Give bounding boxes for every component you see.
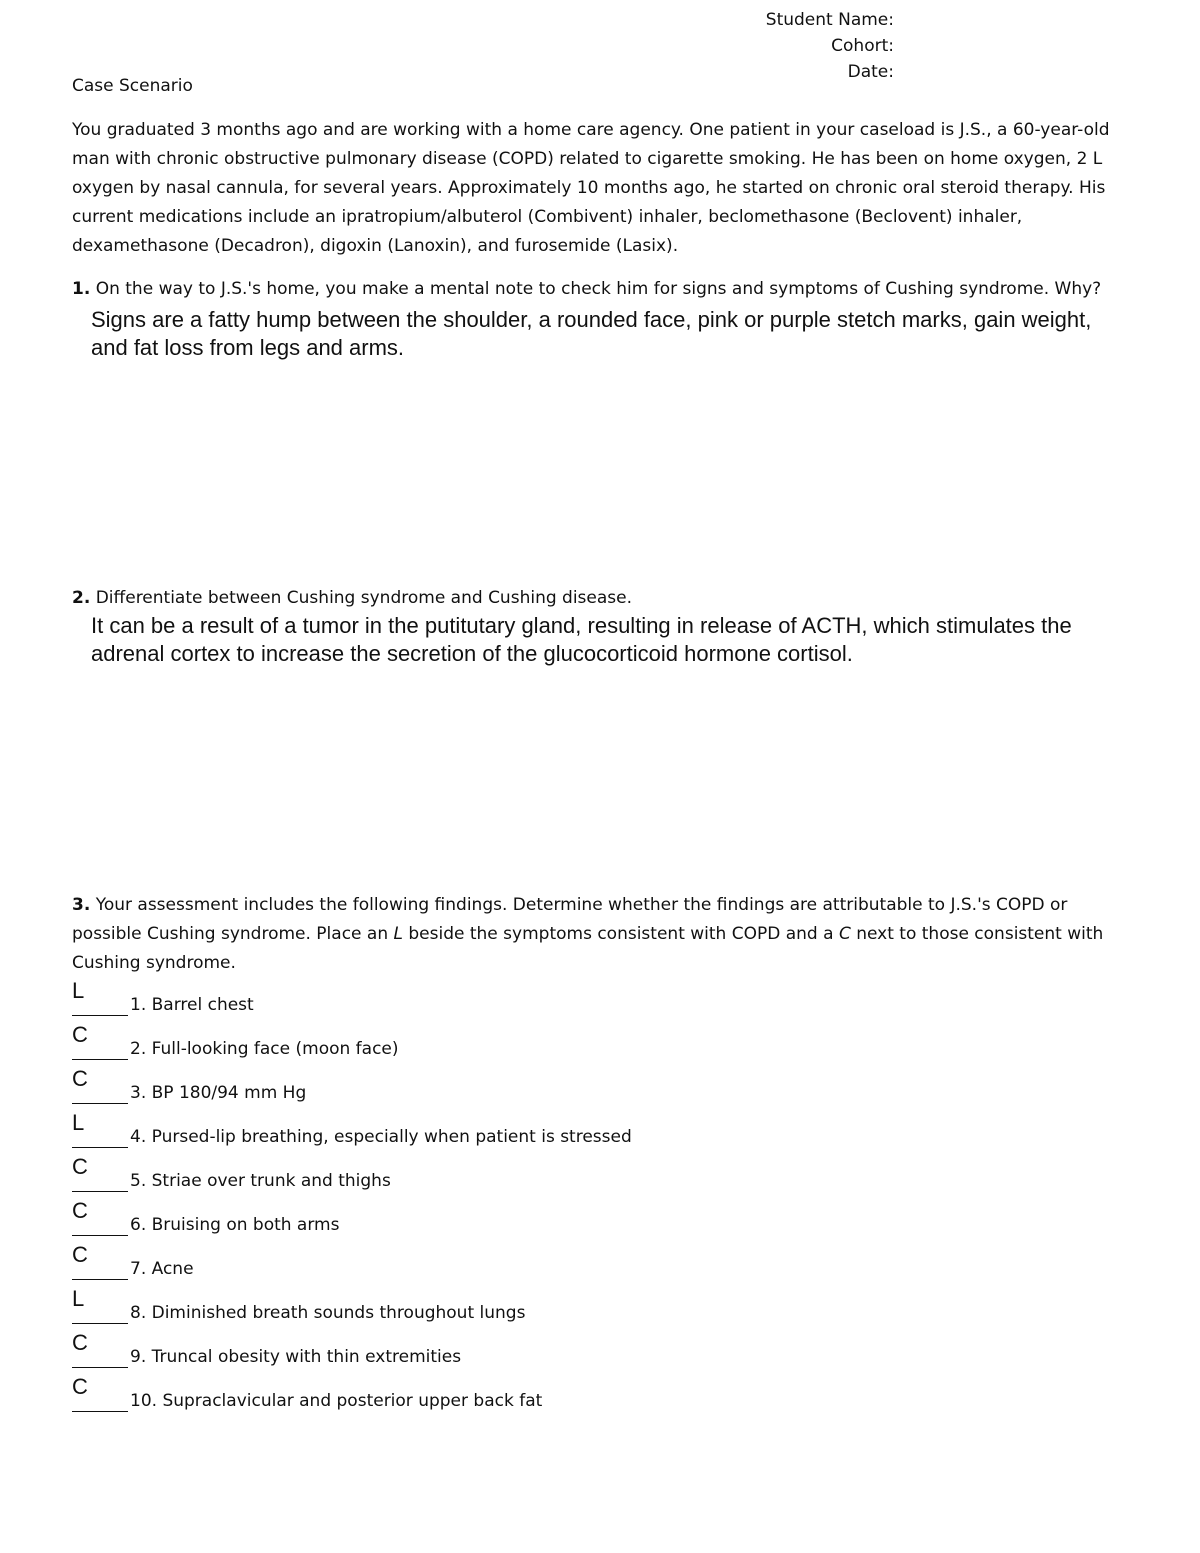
student-name-label: Student Name: [765, 10, 894, 30]
case-intro: You graduated 3 months ago and are working with a home care agency. One patient in your caseload is J.S., a 60-year-old man with chronic obstructive pulmonary disease (COPD) related to cigarette smoking. He has been on home oxygen, 2 L oxygen by nasal cannula, for several years. Approximately 10 months ago, he started on chronic oral steroid therapy. His current medications include an ipratropium/albuterol (Combivent) inhaler, beclomethasone (Beclovent) inhaler, dexamethasone (Decadron), digoxin (Lanoxin), and furosemide (Lasix). [72, 120, 1110, 256]
answer-blank-line [72, 1235, 128, 1236]
case-title: Case Scenario [72, 76, 193, 96]
finding-label: 6. Bruising on both arms [130, 1215, 340, 1235]
finding-answer[interactable]: C [72, 1330, 88, 1355]
answer-blank-line [72, 1279, 128, 1280]
question-2 [72, 584, 1142, 613]
finding-item [72, 1111, 972, 1155]
question-2-text: Differentiate between Cushing syndrome and Cushing disease. [95, 588, 632, 608]
finding-answer[interactable]: C [72, 1154, 88, 1179]
question-1 [72, 275, 1142, 304]
question-3-number: 3. [72, 895, 91, 915]
question-3-letter-c: C [838, 924, 851, 944]
finding-label: 3. BP 180/94 mm Hg [130, 1083, 307, 1103]
finding-answer[interactable]: C [72, 1242, 88, 1267]
finding-label: 2. Full-looking face (moon face) [130, 1039, 399, 1059]
finding-label: 8. Diminished breath sounds throughout lungs [130, 1303, 526, 1323]
answer-blank-line [72, 1147, 128, 1148]
cohort-label: Cohort: [831, 36, 894, 56]
finding-answer[interactable]: L [72, 1286, 85, 1311]
answer-2: It can be a result of a tumor in the putitutary gland, resulting in release of ACTH, which stimulates the adrenal cortex to increase the secretion of the glucocorticoid hormone cortisol. [91, 613, 1072, 666]
question-3 [72, 891, 1142, 978]
finding-item [72, 1243, 972, 1287]
finding-item [72, 1155, 972, 1199]
finding-label: 1. Barrel chest [130, 995, 254, 1015]
question-3-text-after: next to those consistent with Cushing syndrome. [72, 924, 1104, 973]
answer-blank-line [72, 1015, 128, 1016]
finding-item [72, 1067, 972, 1111]
finding-label: 9. Truncal obesity with thin extremities [130, 1347, 462, 1367]
finding-answer[interactable]: C [72, 1066, 88, 1091]
answer-blank-line [72, 1191, 128, 1192]
finding-label: 10. Supraclavicular and posterior upper back fat [130, 1391, 543, 1411]
answer-blank-line [72, 1059, 128, 1060]
question-1-text: On the way to J.S.'s home, you make a mental note to check him for signs and symptoms of Cushing syndrome. Why? [95, 279, 1102, 299]
answer-blank-line [72, 1411, 128, 1412]
question-3-text-middle: beside the symptoms consistent with COPD and a [402, 924, 839, 944]
finding-answer[interactable]: C [72, 1374, 88, 1399]
answer-1: Signs are a fatty hump between the shoulder, a rounded face, pink or purple stetch marks, gain weight, and fat loss from legs and arms. [91, 307, 1092, 360]
finding-item [72, 1287, 972, 1331]
answer-blank-line [72, 1103, 128, 1104]
finding-answer[interactable]: L [72, 1110, 85, 1135]
finding-item [72, 1023, 972, 1067]
finding-answer[interactable]: L [72, 978, 85, 1003]
finding-item [72, 979, 972, 1023]
finding-item [72, 1199, 972, 1243]
finding-label: 4. Pursed-lip breathing, especially when patient is stressed [130, 1127, 632, 1147]
question-1-number: 1. [72, 279, 91, 299]
finding-answer[interactable]: C [72, 1198, 88, 1223]
question-2-number: 2. [72, 588, 91, 608]
finding-label: 5. Striae over trunk and thighs [130, 1171, 391, 1191]
answer-blank-line [72, 1367, 128, 1368]
finding-item [72, 1375, 972, 1419]
question-3-text-before: Your assessment includes the following findings. Determine whether the findings are attributable to J.S.'s COPD or possible Cushing syndrome. Place an [72, 895, 1068, 944]
finding-label: 7. Acne [130, 1259, 194, 1279]
finding-answer[interactable]: C [72, 1022, 88, 1047]
answer-blank-line [72, 1323, 128, 1324]
question-3-letter-l: L [393, 924, 403, 944]
finding-item [72, 1331, 972, 1375]
date-label: Date: [847, 62, 894, 82]
